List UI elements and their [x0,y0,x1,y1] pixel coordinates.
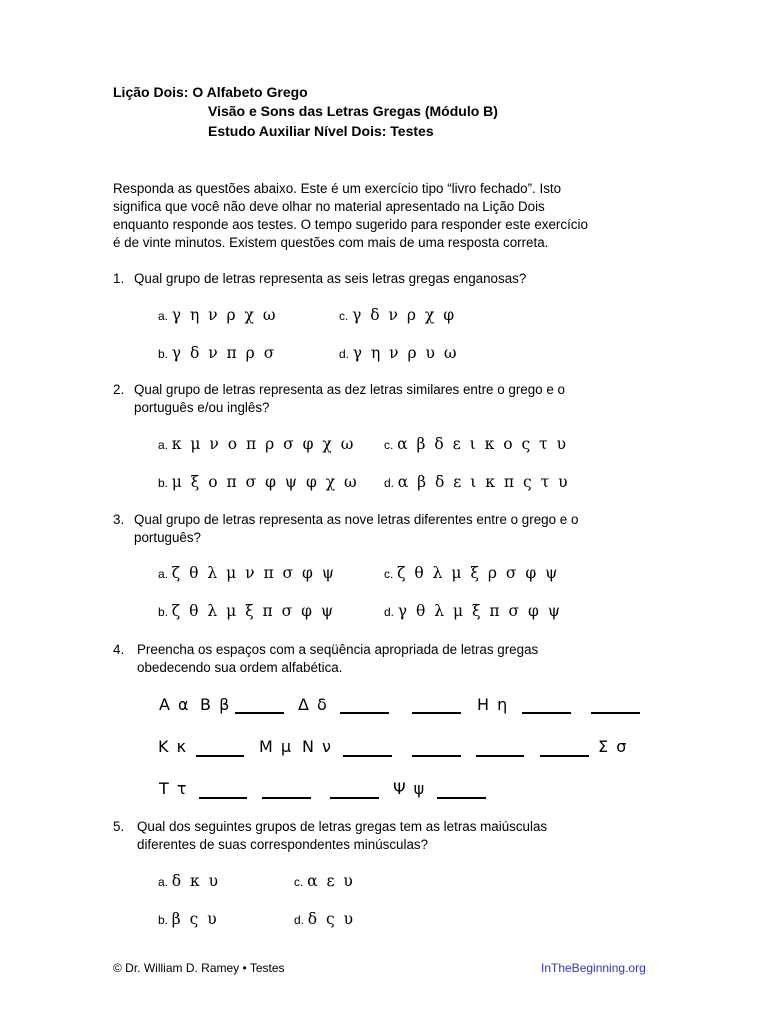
letter-sigma: Σ σ [598,737,628,756]
blank-gamma[interactable] [235,712,284,714]
blank-zeta[interactable] [412,712,461,714]
q3-text-line-2: português? [134,530,202,545]
q2-option-b[interactable] [158,473,359,491]
blank-upsilon[interactable] [199,797,247,799]
blank-iota[interactable] [591,712,640,714]
q2-option-a[interactable] [158,435,355,453]
q5-text-line-2: diferentes de suas correspondentes minúsculas? [137,837,429,852]
letter-nu: Ν ν [302,737,333,756]
website-link[interactable]: InTheBeginning.org [541,961,646,975]
q3-number: 3. [113,512,125,527]
letter-delta: Δ δ [298,695,329,714]
intro-line-1: Responda as questões abaixo. Este é um exercício tipo “livro fechado”. Isto [113,181,562,196]
intro-line-4: é de vinte minutos. Existem questões com mais de uma resposta correta. [113,235,549,250]
q2-text-line-1: Qual grupo de letras representa as dez letras similares entre o grego e o [134,382,565,397]
option-letters: δ κ υ [171,872,221,890]
option-letters: δ ς υ [307,910,356,928]
option-label: c. [294,875,304,889]
option-label: c. [384,567,394,581]
option-label: c. [339,309,349,323]
blank-xi[interactable] [343,755,392,757]
letter-kappa: Κ κ [158,737,188,756]
option-letters: β ς υ [171,910,219,928]
blank-rho[interactable] [540,755,589,757]
option-label: a. [158,309,169,323]
module-subtitle: Visão e Sons das Letras Gregas (Módulo B) [208,103,498,119]
letter-eta: Η η [477,695,509,714]
lesson-title: Lição Dois: O Alfabeto Grego [113,84,308,100]
option-letters: α β δ ε ι κ π ς τ υ [397,473,570,491]
q5-text-line-1: Qual dos seguintes grupos de letras gregas tem as letras maiúsculas [137,819,548,834]
option-letters: α ε υ [307,872,355,890]
blank-chi[interactable] [330,797,379,799]
q4-text-line-1: Preencha os espaços com a seqüência apropriada de letras gregas [137,642,539,657]
option-label: d. [384,476,395,490]
intro-line-2: significa que você não deve olhar no material apresentado na Lição Dois [113,199,545,214]
q1-option-b[interactable] [158,344,276,362]
option-label: b. [158,605,169,619]
option-letters: ζ θ λ μ ξ π σ φ ψ [171,602,336,620]
letter-beta: Β β [200,695,231,714]
option-letters: μ ξ ο π σ φ ψ φ χ ω [171,473,359,491]
q3-text-line-1: Qual grupo de letras representa as nove letras diferentes entre o grego e o [134,512,579,527]
q3-option-b[interactable] [158,602,335,620]
q2-option-d[interactable] [384,473,570,491]
option-letters: γ δ ν ρ χ φ [352,306,457,324]
blank-theta[interactable] [522,712,571,714]
option-letters: ζ θ λ μ ξ ρ σ φ ψ [397,564,560,582]
q1-text: Qual grupo de letras representa as seis letras gregas enganosas? [134,271,527,286]
q3-option-a[interactable] [158,564,336,582]
option-label: b. [158,913,169,927]
option-label: a. [158,438,169,452]
letter-psi: Ψ ψ [393,779,426,798]
option-label: d. [384,605,395,619]
q3-option-d[interactable] [384,602,562,620]
q2-text-line-2: português e/ou inglês? [134,400,270,415]
q4-text-line-2: obedecendo sua ordem alfabética. [137,660,343,675]
blank-omega[interactable] [437,797,486,799]
option-letters: α β δ ε ι κ ο ς τ υ [397,435,568,453]
blank-lambda[interactable] [196,755,244,757]
q1-option-c[interactable] [339,306,456,324]
q5-option-a[interactable] [158,872,220,890]
q1-option-a[interactable] [158,306,278,324]
q1-option-d[interactable] [339,344,459,362]
option-letters: γ η ν ρ χ ω [171,306,278,324]
option-label: d. [294,913,305,927]
option-letters: γ δ ν π ρ σ [171,344,277,362]
option-letters: κ μ ν ο π ρ σ φ χ ω [171,435,356,453]
option-label: b. [158,476,169,490]
q4-number: 4. [113,642,125,657]
option-label: a. [158,567,169,581]
study-subtitle: Estudo Auxiliar Nível Dois: Testes [208,123,434,139]
option-letters: γ η ν ρ υ ω [352,344,459,362]
q5-option-d[interactable] [294,910,355,928]
footer-copyright: © Dr. William D. Ramey • Testes [113,961,285,975]
blank-omicron[interactable] [412,755,461,757]
q2-number: 2. [113,382,125,397]
option-label: a. [158,875,169,889]
option-label: d. [339,347,350,361]
blank-pi[interactable] [476,755,524,757]
letter-mu: Μ μ [259,737,293,756]
intro-line-3: enquanto responde aos testes. O tempo sugerido para responder este exercício [113,217,588,232]
q5-option-c[interactable] [294,872,355,890]
option-label: c. [384,438,394,452]
option-label: b. [158,347,169,361]
q1-number: 1. [113,271,125,286]
blank-epsilon[interactable] [340,712,389,714]
option-letters: ζ θ λ μ ν π σ φ ψ [171,564,336,582]
q3-option-c[interactable] [384,564,559,582]
letter-tau: Τ τ [159,779,188,798]
q5-option-b[interactable] [158,910,219,928]
letter-alpha: Α α [159,695,191,714]
q5-number: 5. [113,819,125,834]
q2-option-c[interactable] [384,435,568,453]
option-letters: γ θ λ μ ξ π σ φ ψ [397,602,562,620]
blank-phi[interactable] [262,797,311,799]
